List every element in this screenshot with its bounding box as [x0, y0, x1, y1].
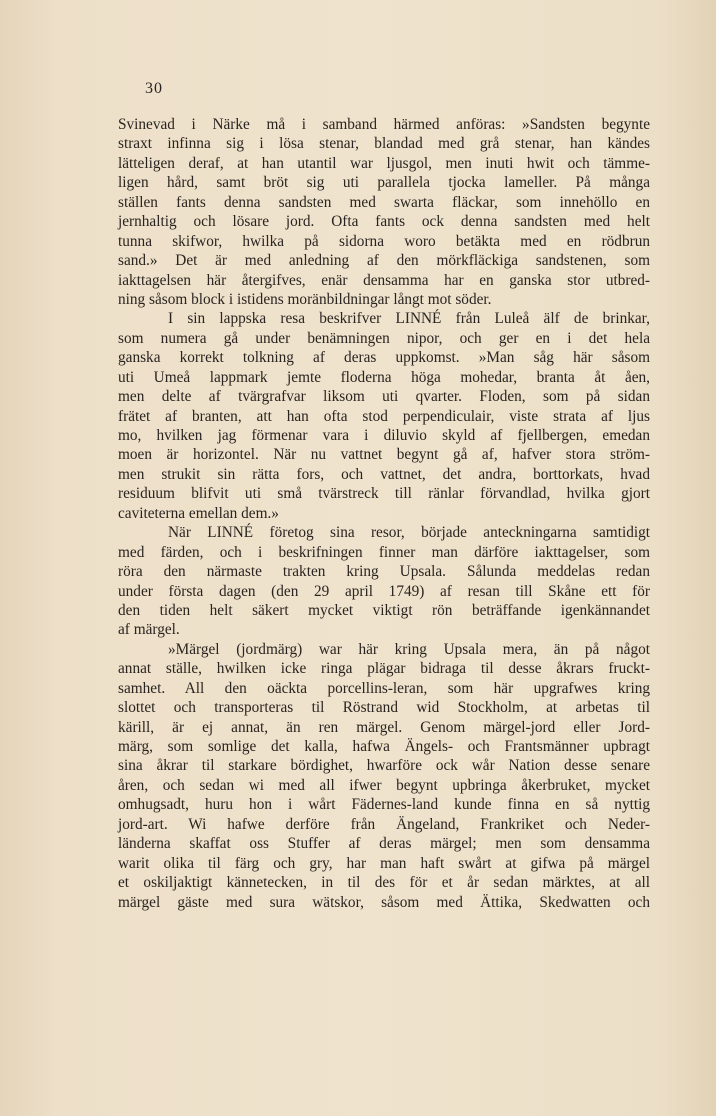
text-line: lätteligen deraf, at han utantil war ljusgol, men inuti hwit och tämme-	[118, 154, 650, 172]
text-line: sina åkrar til starkare bördighet, hwarföre ock wår Nation desse senare	[118, 757, 650, 775]
text-line: annat ställe, hwilken icke ringa plägar bidraga til desse åkrars fruckt-	[118, 660, 650, 678]
text-line: den tiden helt säkert mycket viktigt rön beträffande igenkännandet	[118, 601, 650, 619]
text-line: jord-art. Wi hafwe derföre från Ängeland, Frankriket och Neder-	[118, 815, 650, 833]
text-line: samhet. All den oäckta porcellins-leran, som här upgrafwes kring	[118, 679, 650, 697]
text-line: uti Umeå lappmark jemte floderna höga mohedar, branta åt åen,	[118, 368, 650, 386]
text-line: warit olika til färg och gry, har man haft swårt at gifwa på märgel	[118, 854, 650, 872]
text-line: tunna skifwor, hwilka på sidorna woro betäkta med en rödbrun	[118, 232, 650, 250]
text-line: ganska korrekt tolkning af deras uppkomst. »Man såg här såsom	[118, 349, 650, 367]
text-line: »Märgel (jordmärg) war här kring Upsala mera, än på något	[168, 640, 650, 658]
text-line: iakttagelsen här återgifves, enär densamma har en ganska stor utbred-	[118, 271, 650, 289]
text-line: jernhaltig och lösare jord. Ofta fants ock denna sandsten med helt	[118, 213, 650, 231]
text-line: länderna skaffat oss Stuffer af deras märgel; men som densamma	[118, 835, 650, 853]
body-text	[118, 115, 650, 912]
text-line: caviteterna emellan dem.»	[118, 504, 279, 522]
text-line: mo, hvilken jag förmenar vara i diluvio skyld af fjellbergen, emedan	[118, 427, 650, 444]
text-line: med färden, och i beskrifningen finner man därföre iakttagelser, som	[118, 543, 650, 561]
text-line: åren, och sedan wi med all ifwer begynt upbringa åkerbruket, mycket	[118, 776, 650, 794]
text-line: et oskiljaktigt kännetecken, in til des för et år sedan märktes, at all	[118, 874, 650, 892]
text-line: röra den närmaste trakten kring Upsala. Sålunda meddelas redan	[118, 563, 650, 581]
text-line: märgel gäste med sura wätskor, såsom med Ättika, Skedwatten och	[118, 893, 650, 911]
text-line: under första dagen (den 29 april 1749) af resan till Skåne ett för	[118, 582, 650, 600]
text-line: kärill, är ej annat, än ren märgel. Genom märgel-jord eller Jord-	[118, 718, 650, 736]
text-line: ligen hård, samt bröt sig uti parallela tjocka lameller. På många	[118, 174, 650, 192]
text-line: märg, som somlige det kalla, hafwa Ängels- och Frantsmänner upbragt	[118, 738, 650, 755]
text-line: men delte af tvärgrafvar liksom uti qvarter. Floden, som på sidan	[118, 388, 650, 406]
text-line: ställen fants denna sandsten med swarta fläckar, som innehöllo en	[118, 193, 650, 211]
text-line: af märgel.	[118, 621, 180, 639]
text-line: men strukit sin rätta fors, och vattnet, det andra, borttorkats, hvad	[118, 465, 650, 483]
text-line: ning såsom block i istidens moränbildningar långt mot söder.	[118, 290, 492, 308]
text-line: I sin lappska resa beskrifver LINNÉ från Luleå älf de brinkar,	[168, 310, 650, 328]
text-line: sand.» Det är med anledning af den mörkfläckiga sandstenen, som	[118, 252, 650, 270]
text-line: Svinevad i Närke må i samband härmed anföras: »Sandsten begynte	[118, 116, 650, 133]
text-line: slottet och transporteras til Röstrand wid Stockholm, at arbetas til	[118, 699, 650, 717]
page-number: 30	[145, 80, 163, 97]
text-line: residuum blifvit uti små tvärstreck till ränlar förvandlad, hvilka gjort	[118, 485, 650, 503]
text-line: moen är horizontel. När nu vattnet begynt gå af, hafver stora ström-	[118, 446, 650, 464]
text-line: frätet af branten, att han ofta stod perpendiculair, viste strata af ljus	[118, 407, 650, 425]
text-line: När LINNÉ företog sina resor, började anteckningarna samtidigt	[168, 524, 650, 542]
text-line: omhugsadt, huru hon i wårt Fädernes-land kunde finna en så nyttig	[118, 796, 650, 814]
text-line: som numera gå under benämningen nipor, och ger en i det hela	[118, 329, 650, 347]
text-line: straxt infinna sig i lösa stenar, blandad med grå stenar, han kändes	[118, 135, 650, 153]
